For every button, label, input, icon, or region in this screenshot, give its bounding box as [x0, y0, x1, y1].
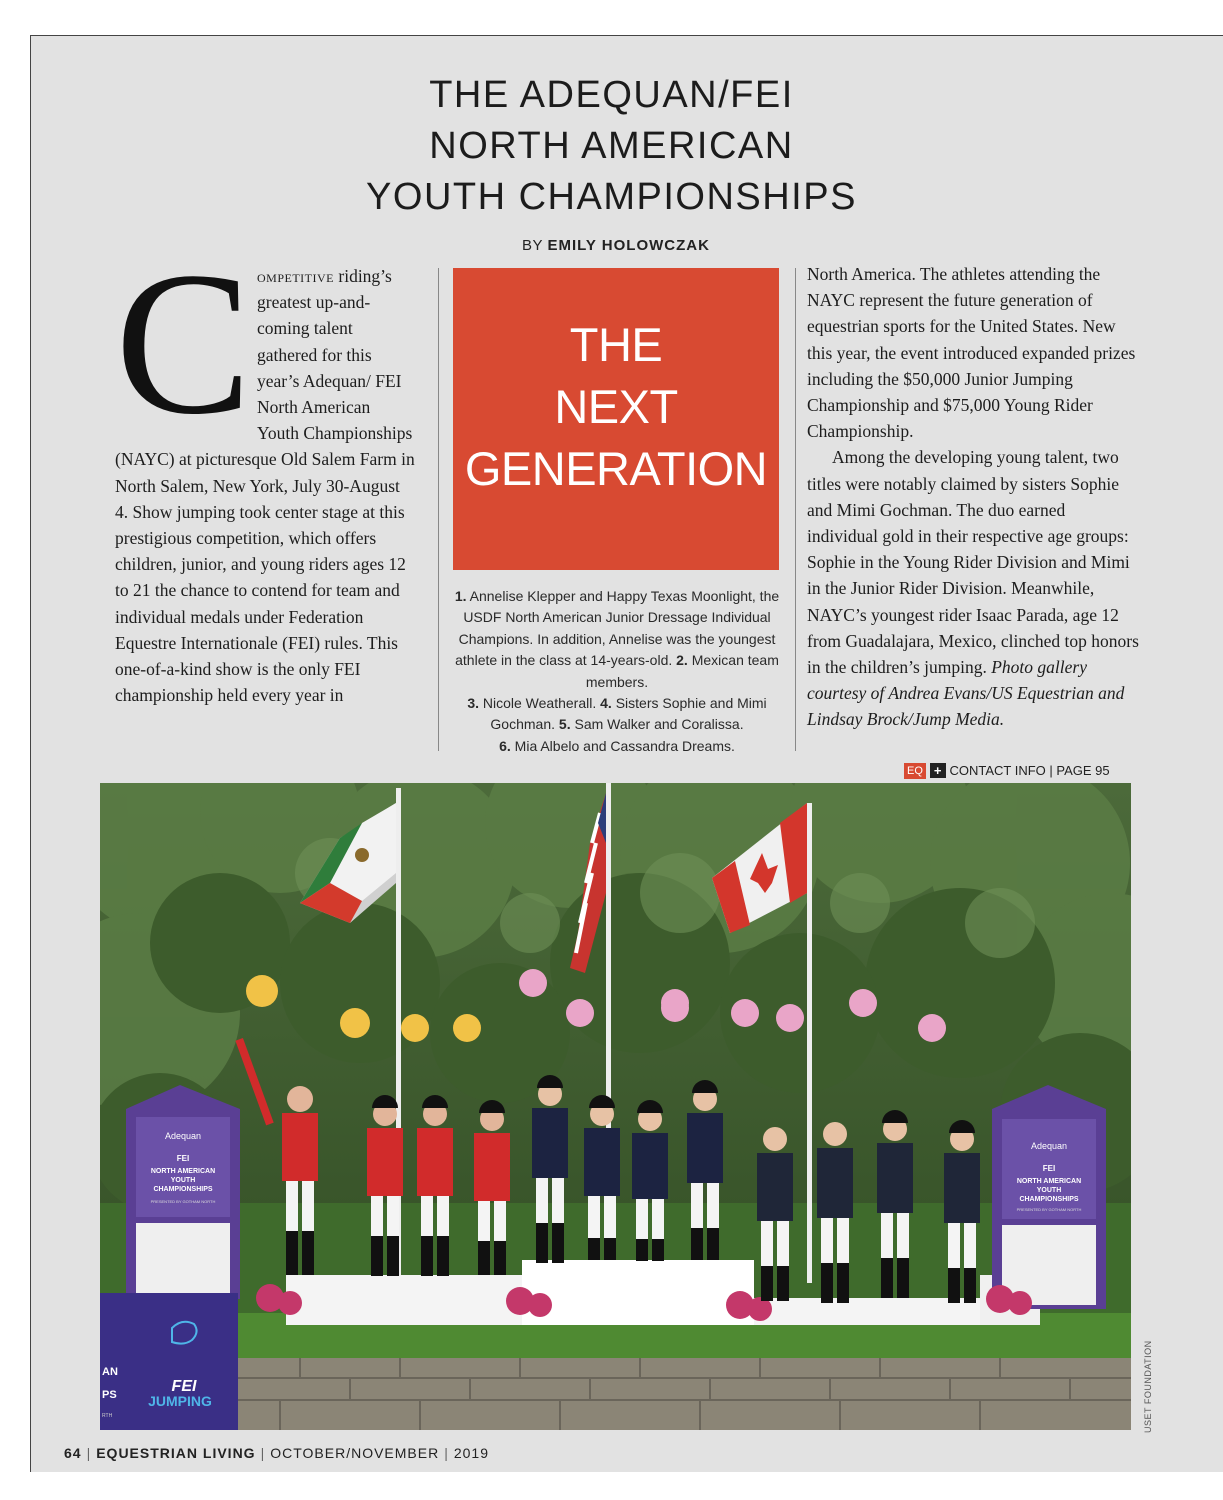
footer-separator: |	[86, 1445, 92, 1461]
article-headline	[0, 70, 1223, 223]
red-box-line-3: GENERATION	[464, 442, 768, 495]
left-championship-sign	[126, 1085, 240, 1299]
magazine-name: EQUESTRIAN LIVING	[96, 1445, 256, 1461]
column-divider-left	[438, 268, 439, 751]
red-box-line-2: NEXT	[554, 380, 678, 433]
column-3-paragraph-2-text: Among the developing young talent, two titles were notably claimed by sisters Sophie and Mimi Gochman. The duo earned individual gold in their respective age groups: Sophie in the Young Rider Division and Mimi in the Junior Rider Division. Meanwhile, NAYC’s youngest rider Isaac Parada, age 12 from Guadalajara, Mexico, clinched top honors in the children’s jumping.	[807, 447, 1139, 678]
banner-partial-1: AN	[102, 1366, 118, 1378]
footer-separator: |	[260, 1445, 266, 1461]
issue-year: 2019	[453, 1445, 490, 1461]
photo-caption	[452, 586, 782, 757]
fei-jumping-banner	[100, 1293, 238, 1430]
banner-partial-3: RTH	[102, 1413, 113, 1419]
column-3-paragraph-1: North America. The athletes attending the NAYC represent the future generation of equestrian sports for the United States. New this year, the event introduced expanded prizes including the $50,000 Junior Jumping Championship and $75,000 Young Rider Championship.	[807, 264, 1136, 442]
caption-text: Sam Walker and Coralissa.	[570, 716, 744, 733]
contact-info-link[interactable]	[904, 762, 1110, 779]
sign-right-line-6: PRESENTED BY GOTHAM NORTH	[1016, 1207, 1082, 1212]
sign-right-line-5: CHAMPIONSHIPS	[1019, 1196, 1079, 1203]
lead-in: ompetitive	[257, 266, 334, 286]
caption-number: 2.	[676, 652, 688, 669]
drop-cap: C	[115, 230, 248, 457]
issue-months: OCTOBER/NOVEMBER	[270, 1445, 440, 1461]
caption-text: Mia Albelo and Cassandra Dreams.	[510, 737, 735, 754]
article-column-1	[115, 230, 415, 708]
footer-separator: |	[444, 1445, 449, 1461]
photo-credit: USET FOUNDATION	[1143, 1340, 1153, 1433]
sign-left-line-5: CHAMPIONSHIPS	[153, 1186, 213, 1193]
banner-jumping: JUMPING	[148, 1393, 212, 1409]
column-1-text: riding’s greatest up-and-coming talent gathered for this year’s Adequan/ FEI North American Youth Championships (NAYC) at picturesque Old Salem Farm in North Salem, New York, July 30-August 4. Show jumping took center stage at this prestigious competition, which offers children, junior, and young riders ages 12 to 21 the chance to contend for team and individual medals under Federation Equestre Internationale (FEI) rules. This one-of-a-kind show is the only FEI championship held every year in	[115, 266, 415, 706]
banner-partial-2: PS	[102, 1389, 117, 1401]
caption-text: Nicole Weatherall.	[479, 695, 601, 712]
podium-photo-illustration	[100, 783, 1131, 1430]
caption-number: 5.	[558, 716, 571, 733]
column-3-paragraph-2	[807, 444, 1139, 732]
podium-photo	[100, 783, 1131, 1430]
contact-info-text: CONTACT INFO | PAGE 95	[949, 763, 1110, 778]
headline-line-2: NORTH AMERICAN	[429, 125, 794, 167]
eq-badge: EQ	[904, 763, 926, 779]
sign-left-line-4: YOUTH	[170, 1177, 196, 1184]
byline-prefix: BY	[522, 237, 543, 254]
photo-credit-note: Photo gallery courtesy of Andrea Evans/US Equestrian and Lindsay Brock/Jump Media.	[807, 657, 1125, 730]
byline-author: EMILY HOLOWCZAK	[547, 237, 710, 254]
caption-number: 1.	[454, 588, 467, 604]
headline-line-3: YOUTH CHAMPIONSHIPS	[366, 176, 857, 218]
article-column-3	[807, 261, 1139, 733]
page-number: 64	[64, 1445, 82, 1461]
headline-line-1: THE ADEQUAN/FEI	[429, 74, 794, 116]
caption-text: Mexican team members.	[585, 652, 779, 690]
banner-fei: FEI	[171, 1378, 197, 1395]
caption-number: 6.	[499, 737, 511, 754]
plus-icon: +	[930, 763, 946, 778]
red-box-line-1: THE	[569, 318, 663, 371]
right-championship-sign	[992, 1085, 1106, 1309]
sign-left-line-3: NORTH AMERICAN	[150, 1168, 216, 1175]
caption-text: Annelise Klepper and Happy Texas Moonlight, the USDF North American Junior Dressage Individual Champions. In addition, Annelise was the youngest athlete in the class at 14-years-old.	[455, 588, 780, 669]
sign-right-line-2: FEI	[1042, 1164, 1056, 1173]
sign-right-line-3: NORTH AMERICAN	[1016, 1178, 1082, 1185]
byline	[400, 237, 832, 254]
sign-left-line-1: Adequan	[164, 1131, 202, 1141]
sign-right-line-1: Adequan	[1030, 1141, 1068, 1151]
sign-left-line-2: FEI	[176, 1154, 190, 1163]
sign-left-line-6: PRESENTED BY GOTHAM NORTH	[150, 1199, 216, 1204]
page-footer	[64, 1445, 489, 1461]
caption-text: Sisters Sophie and Mimi Gochman.	[490, 695, 767, 733]
caption-number: 4.	[600, 695, 612, 712]
caption-number: 3.	[467, 695, 479, 712]
column-divider-right	[795, 268, 796, 751]
sign-right-line-4: YOUTH	[1036, 1187, 1062, 1194]
next-generation-box	[453, 268, 779, 570]
